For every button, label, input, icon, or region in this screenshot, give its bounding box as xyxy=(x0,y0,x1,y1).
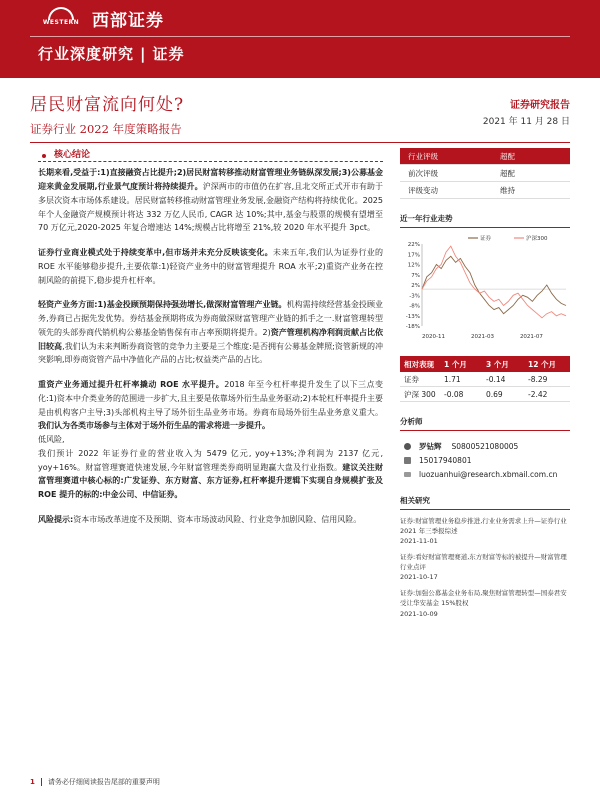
report-type: 证券研究报告 xyxy=(510,100,570,111)
paragraph-risk xyxy=(38,513,383,527)
rating-row xyxy=(400,182,570,199)
related-item-date: 2021-10-17 xyxy=(400,573,438,582)
related-item[interactable] xyxy=(400,552,570,582)
analyst-name-row xyxy=(400,439,570,453)
forecast-recommendation: 建议关注财富管理赛道中核心标的:广发证券、东方财富、东方证券,杠杆率提升逻辑下实现自身规模扩张及 ROE 提升的标的:中金公司、中信证券。 xyxy=(38,462,384,500)
y-tick-label: 12% xyxy=(407,262,420,269)
business-model-lead: 证券行业商业模式处于持续变革中,但市场并未充分反映该变化。 xyxy=(38,248,273,258)
related-item-date: 2021-11-01 xyxy=(400,537,438,546)
report-date: 2021 年 11 月 28 日 xyxy=(482,117,570,127)
related-item-text[interactable]: 证券:看好财富管理赛道,东方财富等标的被提升—财富管理行业点评 xyxy=(400,553,567,572)
outlook-lead: 长期来看,受益于:1)直接融资占比提升;2)居民财富转移推动财富管理业务链纵深发展;3)公募基金迎来黄金发展期,行业景气度预计将持续提升。 xyxy=(38,168,383,192)
page-number: 1 xyxy=(30,778,35,786)
business-model-body: 未来五年,我们认为证券行业的 ROE 水平能够稳步提升,主要依靠:1)轻资产业务中的财富管理提升 ROA 水平;2)重资产业务在控制风险的前提下,稳步提升杠杆率。 xyxy=(38,248,383,285)
footer-note: 请务必仔细阅读报告尾部的重要声明 xyxy=(47,778,160,786)
forecast-body: 我们预计 2022 年证券行业的营业收入为 5479 亿元, yoy+13%;净利润为 2137 亿元, yoy+16%。财富管理赛道快速发展,今年财富管理类券商明显跑赢大盘及行业指数。 xyxy=(38,448,383,472)
perf-cell: 证券 xyxy=(404,374,419,384)
related-item-text[interactable]: 证券:财富管理业务稳步推进,行业业务需求上升—证券行业 2021 年三季报综述 xyxy=(400,517,567,536)
trend-chart xyxy=(400,232,570,342)
category-right: 证券 xyxy=(152,45,185,63)
trend-chart-svg xyxy=(400,232,570,342)
logo-english: WESTERN xyxy=(42,19,80,26)
light-asset-body: 机构需持续经营基金投顾业务,券商已占据先发优势。券结基金预期将成为券商做深财富管理产业链的抓手之一.财富管理转型领先的头部券商代销机构公募基金销售保有市占率预期将提升。2) xyxy=(38,300,383,337)
y-tick-label: 7% xyxy=(411,272,420,279)
analyst-title: 分析师 xyxy=(400,416,570,431)
related-item[interactable] xyxy=(400,516,570,546)
section-heading-text: 核心结论 xyxy=(54,150,91,160)
mail-icon xyxy=(404,472,411,477)
rating-value: 超配 xyxy=(500,168,515,178)
series-line-csi300 xyxy=(422,246,566,318)
trend-title: 近一年行业走势 xyxy=(400,213,570,228)
performance-table xyxy=(400,356,570,402)
x-tick-label: 2020-11 xyxy=(422,334,446,340)
perf-header-cell: 12 个月 xyxy=(528,359,557,369)
y-tick-label: 17% xyxy=(407,252,420,259)
report-title: 居民财富流向何处? xyxy=(30,95,185,115)
legend-label: 沪深300 xyxy=(526,236,548,242)
section-divider xyxy=(38,161,383,162)
report-category xyxy=(38,43,185,64)
paragraph-light-asset xyxy=(38,298,383,367)
rating-value: 超配 xyxy=(500,151,515,161)
perf-cell: 1.71 xyxy=(444,374,461,384)
logo-chinese: 西部证券 xyxy=(92,10,164,31)
outlook-body: 沪深两市的市值仍在扩容,且北交所正式开市有助于多层次资本市场体系建设。居民财富转移推动财富管理业务发展,金融资产结构将持续优化。2025 年个人金融资产规模预计将达 332 万亿人民币, CAGR 达 10%;其中,基金与股票的规模有望增至 70 万亿元,2020-2025 年复合增速达 14%;规模占比将增至 21%,较 2020 年水平提升 3pct。 xyxy=(38,182,383,233)
heavy-asset-highlight: 我们认为各类市场参与主体对于场外衍生品的需求将进一步提升。 xyxy=(38,421,270,431)
y-tick-label: -3% xyxy=(409,293,420,300)
company-logo xyxy=(38,6,164,30)
heavy-asset-lead: 重资产业务通过提升杠杆率撬动 ROE 水平提升。 xyxy=(38,380,225,390)
paragraph-business-model xyxy=(38,246,383,287)
related-item-date: 2021-10-09 xyxy=(400,609,438,618)
perf-cell: -2.42 xyxy=(528,389,548,399)
category-left: 行业深度研究 xyxy=(38,45,135,63)
rating-table xyxy=(400,148,570,199)
sidebar xyxy=(400,148,570,619)
heavy-asset-body: 2018 年至今杠杆率提升发生了以下三点变化:1)资本中介类业务的范围进一步扩大,且主要是依靠场外衍生品业务驱动;2)本轮杠杆率提升主要是由机构客户主导;3)头部机构主导了场外衍生品业务市场。券商布局场外衍生品业务意义重大。 xyxy=(38,380,383,417)
analyst-cert: S0800521080005 xyxy=(451,441,519,451)
risk-text: 资本市场改革进度不及预期、资本市场波动风险、行业竞争加剧风险、信用风险。 xyxy=(73,514,362,524)
analyst-info xyxy=(400,439,570,481)
header-band xyxy=(0,0,600,78)
category-separator: | xyxy=(140,45,147,63)
perf-cell: -8.29 xyxy=(528,374,548,384)
perf-cell: -0.08 xyxy=(444,389,464,399)
analyst-name: 罗钻辉 xyxy=(419,441,442,451)
perf-cell: 0.69 xyxy=(486,389,503,399)
y-tick-label: -18% xyxy=(405,324,420,330)
performance-row xyxy=(400,372,570,387)
rating-key: 前次评级 xyxy=(408,168,438,178)
light-asset-highlight: 资产管理机构净利润贡献占比依旧较高 xyxy=(38,327,383,351)
light-asset-lead: 轻资产业务方面:1)基金投顾预期保持强劲增长,做深财富管理产业链。 xyxy=(38,300,287,310)
series-line-securities xyxy=(422,256,566,313)
related-item[interactable] xyxy=(400,588,570,618)
paragraph-outlook xyxy=(38,166,383,235)
y-tick-label: 2% xyxy=(411,283,420,289)
y-tick-label: -13% xyxy=(405,313,420,320)
perf-cell: -0.14 xyxy=(486,374,506,384)
bullet-icon xyxy=(42,154,46,158)
x-tick-label: 2021-03 xyxy=(470,334,494,340)
logo-mark-icon xyxy=(38,7,84,29)
paragraph-heavy-asset xyxy=(38,378,383,502)
rating-key: 评级变动 xyxy=(408,185,438,195)
rating-key: 行业评级 xyxy=(408,151,438,161)
analyst-phone-row xyxy=(400,453,570,467)
rating-row xyxy=(400,165,570,182)
related-item-text[interactable]: 证券:加强公募基金业务布局,聚焦财富管理转型—国泰君安受让华安基金 15%股权 xyxy=(400,589,567,608)
x-tick-label: 2021-07 xyxy=(519,334,543,340)
heavy-asset-tail: 低风险, xyxy=(38,435,65,445)
related-title: 相关研究 xyxy=(400,495,570,510)
perf-header-cell: 1 个月 xyxy=(444,359,467,369)
report-subtitle: 证券行业 2022 年度策略报告 xyxy=(30,122,182,136)
analyst-phone: 15017940801 xyxy=(419,455,472,465)
perf-header-cell: 相对表现 xyxy=(404,359,434,369)
person-icon xyxy=(404,443,411,450)
perf-cell: 沪深 300 xyxy=(404,389,436,399)
y-tick-label: -8% xyxy=(409,303,420,310)
perf-header-cell: 3 个月 xyxy=(486,359,509,369)
performance-row xyxy=(400,387,570,402)
analyst-email[interactable]: luozuanhui@research.xbmail.com.cn xyxy=(419,469,558,479)
rating-value: 维持 xyxy=(500,185,515,195)
light-asset-tail: ,我们认为未来判断券商资管的竞争力主要是三个维度:是否拥有公募基金牌照;资管新规的冲突影响,即券商资管产品中净值化产品的占比;权益类产品的占比。 xyxy=(38,341,383,365)
risk-label: 风险提示: xyxy=(38,514,74,524)
legend-label: 证券 xyxy=(480,236,492,242)
page-footer xyxy=(30,777,160,787)
core-conclusions xyxy=(38,148,383,527)
title-divider xyxy=(30,142,570,143)
related-research xyxy=(400,516,570,619)
analyst-email-row xyxy=(400,467,570,481)
phone-icon xyxy=(404,457,411,464)
footer-divider xyxy=(41,778,42,786)
performance-header xyxy=(400,356,570,372)
rating-row xyxy=(400,148,570,165)
header-divider xyxy=(30,36,570,37)
y-tick-label: 22% xyxy=(407,242,420,248)
